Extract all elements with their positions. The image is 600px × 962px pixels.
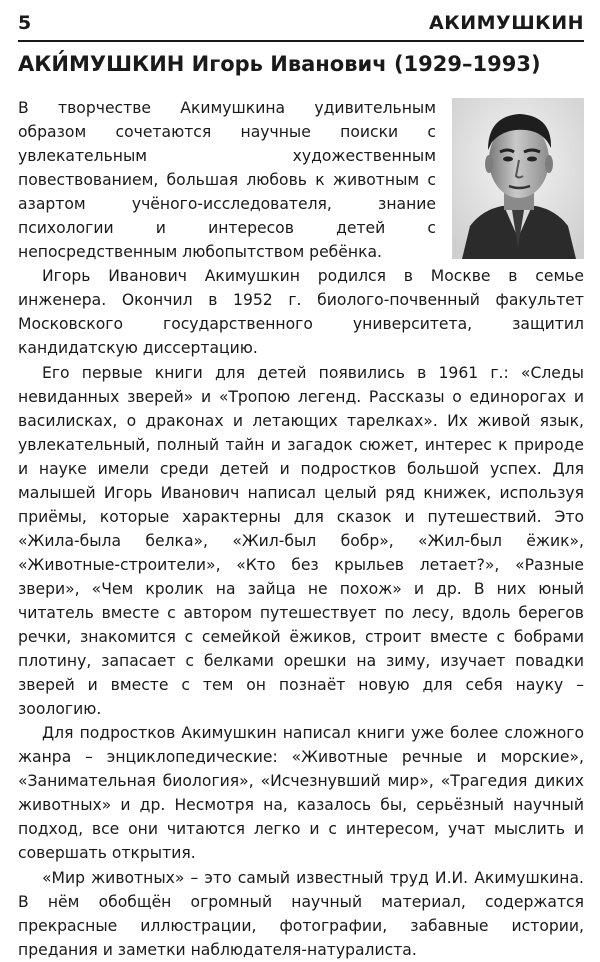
paragraph: В творчестве Акимушкина удивительным образом сочетаются научные поиски с увлекательным художественным повествованием, большая любовь к животным с азартом учёного-исследователя, знание психологии и интересов детей с непосредственным любопытством ребёнка. — [18, 99, 436, 262]
running-head — [18, 10, 584, 36]
paragraph: «Мир животных» – это самый известный труд И.И. Акимушкина. В нём обобщён огромный научный материал, содержатся прекрасные иллюстрации, фотографии, забавные истории, предания и заметки наблюдателя-натуралиста. — [18, 868, 584, 959]
paragraph: Его первые книги для детей появились в 1961 г.: «Следы невиданных зверей» и «Тропою легенд. Рассказы о единорогах и василисках, о драконах и летающих тарелках». Их живой язык, увлекательный, полный тайн и загадок сюжет, интерес к природе и науке имели среди детей и подростков большой успех. Для малышей Игорь Иванович написал целый ряд книжек, используя приёмы, которые характерны для сказок и путешествий. Это «Жила-была белка», «Жил-был бобр», «Жил-был ёжик», «Животные-строители», «Кто без крыльев летает?», «Разные звери», «Чем кролик на зайца не похож» и др. В них юный читатель вместе с автором путешествует по лесу, вдоль берегов речки, знакомится с семейкой ёжиков, строит вместе с бобрами плотину, запасает с белками орешки на зиму, изучает повадки зверей и вместе с тем он познаёт новую для себя науку – зоологию. — [18, 363, 584, 719]
book-page — [18, 10, 584, 962]
paragraph: Игорь Иванович Акимушкин родился в Москве в семье инженера. Окончил в 1952 г. биолого-почвенный факультет Московского государственного университета, защитил кандидатскую диссертацию. — [18, 267, 584, 358]
paragraph: Для подростков Акимушкин написал книги уже более сложного жанра – энциклопедические: «Животные речные и морские», «Занимательная биология», «Исчезнувший мир», «Трагедия диких животных» и др. Несмотря на, казалось бы, серьёзный научный подход, все они читаются легко и с интересом, учат мыслить и совершать открытия. — [18, 724, 584, 863]
article-body — [18, 96, 584, 962]
running-title: АКИМУШКИН — [429, 12, 584, 34]
article-title: АКИ́МУШКИН Игорь Иванович (1929–1993) — [18, 52, 541, 76]
header-rule — [18, 40, 584, 42]
page-number: 5 — [18, 12, 32, 34]
portrait-photo-icon — [452, 98, 584, 259]
